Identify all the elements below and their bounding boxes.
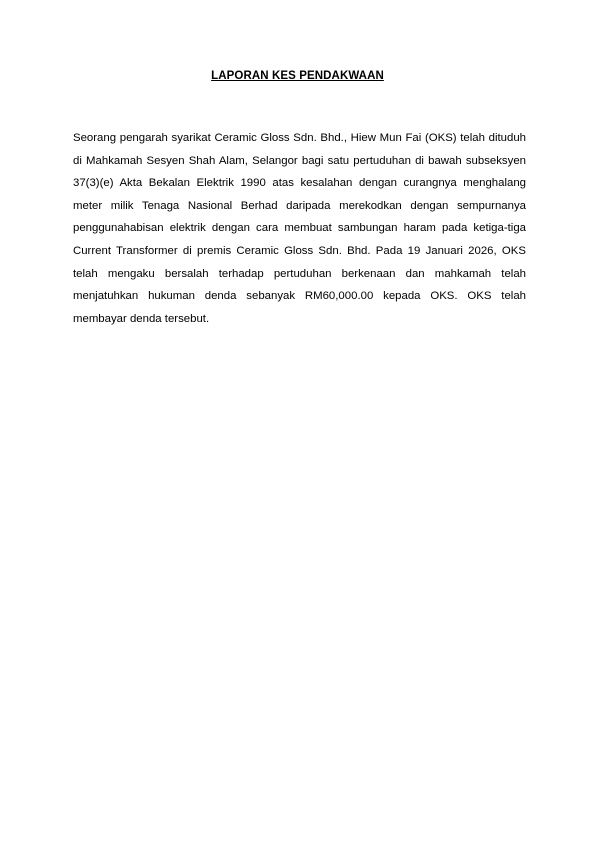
document-title: LAPORAN KES PENDAKWAAN: [211, 70, 384, 82]
case-report-paragraph: Seorang pengarah syarikat Ceramic Gloss Sdn. Bhd., Hiew Mun Fai (OKS) telah dituduh di Mahkamah Sesyen Shah Alam, Selangor bagi satu pertuduhan di bawah subseksyen 37(3)(e) Akta Bekalan Elektrik 1990 atas kesalahan dengan curangnya menghalang meter milik Tenaga Nasional Berhad daripada merekodkan dengan sempurnanya penggunahabisan elektrik dengan cara membuat sambungan haram pada ketiga-tiga Current Transformer di premis Ceramic Gloss Sdn. Bhd. Pada 19 Januari 2026, OKS telah mengaku bersalah terhadap pertuduhan berkenaan dan mahkamah telah menjatuhkan hukuman denda sebanyak RM60,000.00 kepada OKS. OKS telah membayar denda tersebut.: [73, 132, 526, 325]
